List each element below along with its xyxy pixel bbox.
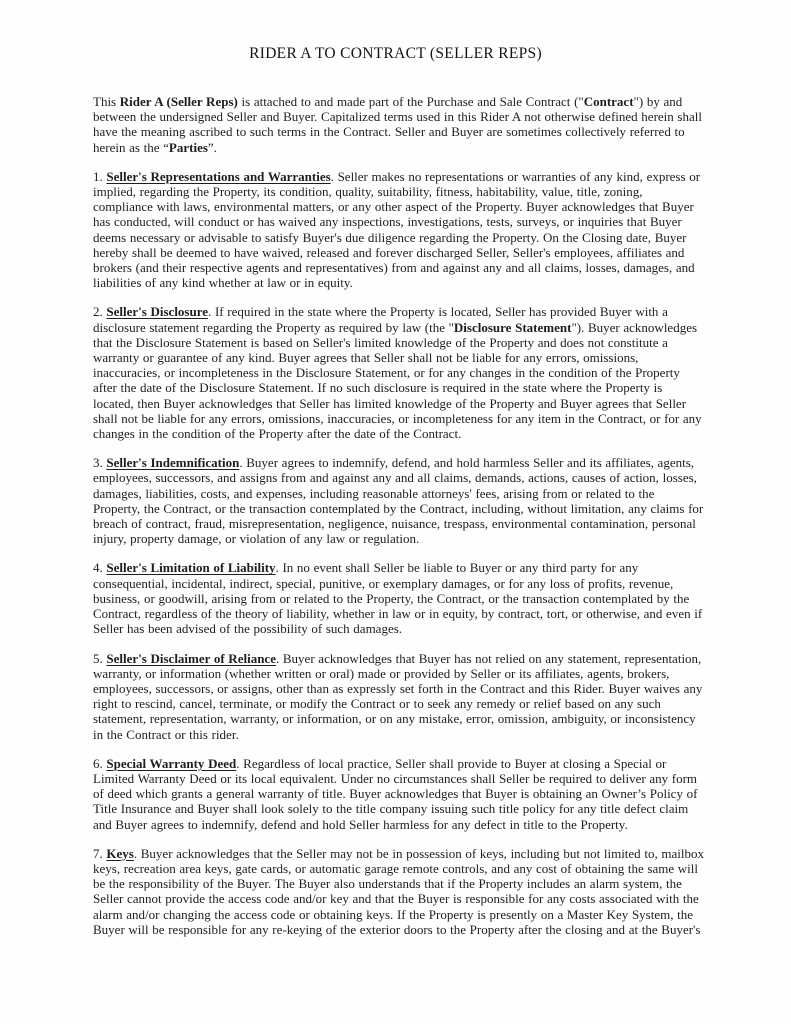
section-heading-period: .	[330, 168, 334, 184]
text-segment: Regardless of local practice, Seller shall provide to Buyer at closing a Special or Limited Warranty Deed or its local equivalent. Under no circumstances shall Seller be required to deliver any form of deed which grants a general warranty of title. Buyer acknowledges that Buyer is obtaining an Owner’s Policy of Title Insurance and Buyer shall look solely to the title company issuing such title policy for any title defect claim and Buyer agrees to indemnify, defend and hold Seller harmless for any defect in title to the Property.	[93, 755, 698, 832]
text-segment: ”.	[207, 139, 217, 155]
text-segment: ") by and between the undersigned Seller and Buyer. Capitalized terms used in this Rider A not otherwise defined herein shall have the meaning ascribed to such terms in the Contract. Seller and Buyer are sometimes collectively referred to herein as the “	[93, 94, 702, 155]
section-paragraph	[93, 756, 705, 832]
section-paragraph	[93, 846, 705, 937]
section-number: 2.	[93, 304, 103, 320]
section-heading: Seller's Limitation of Liability	[106, 560, 276, 576]
section-number: 3.	[93, 455, 103, 471]
section-number: 4.	[93, 560, 103, 576]
section-heading: Special Warranty Deed	[106, 755, 237, 771]
section-number: 7.	[93, 845, 103, 861]
section-body	[93, 169, 700, 290]
section-heading-period: .	[236, 755, 240, 771]
text-segment: Buyer acknowledges that Buyer has not relied on any statement, representation, warranty, or information (whether written or oral) made or provided by Seller or its affiliates, agents, brokers, employees, successors, or assigns, other than as expressly set forth in the Contract and this Rider. Buyer waives any right to rescind, cancel, terminate, or modify the Contract or to seek any remedy or relief based on any such statement, representation, warranty, or information, or on any mistake, error, omission, ambiguity, or inconsistency in the Contract or this rider.	[93, 650, 703, 742]
section-paragraph	[93, 560, 705, 636]
text-segment: Buyer acknowledges that the Seller may not be in possession of keys, including but not limited to, mailbox keys, recreation area keys, gate cards, or automatic garage remote controls, and any cost of obtaining the same will be the responsibility of the Buyer. The Buyer also understands that if the Property includes an alarm system, the Seller cannot provide the access code and/or key and that the Buyer is responsible for any costs associated with the alarm and/or changing the access code or obtaining keys. If the Property is presently on a Master Key System, the Buyer will be responsible for any re-keying of the exterior doors to the Property after the closing and at the Buyer's	[93, 845, 704, 937]
section-paragraph	[93, 455, 705, 546]
bold-text-segment: Rider A (Seller Reps)	[119, 94, 238, 109]
section-number: 1.	[93, 168, 103, 184]
text-segment: This	[93, 94, 120, 109]
section-heading-period: .	[133, 845, 138, 861]
section-heading: Seller's Representations and Warranties	[106, 168, 331, 184]
text-segment: "). Buyer acknowledges that the Disclosure Statement is based on Seller's limited knowledge of the Property and does not constitute a warranty or guarantee of any kind. Buyer agrees that Seller shall not be liable for any errors, omissions, inaccuracies, or incompleteness in the Disclosure Statement, or for any changes in the condition of the Property after the date of the Disclosure Statement. If no such disclosure is required in the state where the Property is located, then Buyer acknowledges that Seller has limited knowledge of the Property and Buyer agrees that Seller shall not be liable for any errors, omissions, inaccuracies, or incompleteness for any item in the Contract, or for any changes in the condition of the Property after the date of the Contract.	[93, 319, 702, 442]
text-segment: If required in the state where the Property is located, Seller has provided Buyer with a disclosure statement regarding the Property as required by law (the "	[93, 304, 668, 335]
section-heading: Seller's Disclaimer of Reliance	[106, 650, 276, 666]
section-heading: Seller's Disclosure	[106, 304, 209, 320]
text-segment: In no event shall Seller be liable to Buyer or any third party for any consequential, incidental, indirect, special, punitive, or exemplary damages, or for any loss of profits, revenue, business, or goodwill, arising from or related to the Property, the Contract, or the transaction contemplated by the Contract, regardless of the theory of liability, whether in law or in equity, by contract, tort, or otherwise, and even if Seller has been advised of the possibility of such damages.	[93, 560, 703, 637]
section-number: 6.	[93, 755, 103, 771]
section-body	[93, 304, 702, 441]
sections-container	[93, 169, 705, 937]
bold-text-segment: Contract	[583, 94, 634, 109]
section-heading-period: .	[208, 304, 212, 320]
section-heading: Seller's Indemnification	[106, 455, 240, 471]
section-heading-period: .	[275, 650, 280, 666]
bold-text-segment: Parties	[168, 139, 208, 155]
section-heading-period: .	[275, 560, 279, 576]
intro-paragraph	[93, 94, 705, 155]
section-body	[93, 846, 704, 937]
section-number: 5.	[93, 650, 103, 666]
section-heading-period: .	[239, 455, 243, 471]
bold-text-segment: Disclosure Statement	[453, 319, 572, 335]
document-title: RIDER A TO CONTRACT (SELLER REPS)	[249, 45, 542, 62]
text-segment: Seller makes no representations or warranties of any kind, express or implied, regarding the Property, its condition, quality, suitability, fitness, habitability, value, title, zoning, compliance with laws, environmental matters, or any other aspect of the Property. Buyer acknowledges that Buyer has conducted, will conduct or has waived any inspections, investigations, tests, surveys, or inquiries that Buyer deems necessary or advisable to satisfy Buyer's due diligence regarding the Property. On the Closing date, Buyer hereby shall be deemed to have waived, released and forever discharged Seller, Seller's employees, affiliates and brokers (and their respective agents and representatives) from and against any and all claims, losses, damages, and liabilities of any kind whether at law or in equity.	[93, 168, 701, 291]
text-segment: is attached to and made part of the Purchase and Sale Contract ("	[237, 94, 584, 109]
document-content	[93, 94, 705, 937]
section-paragraph	[93, 651, 705, 742]
section-paragraph	[93, 169, 705, 291]
text-segment: Buyer agrees to indemnify, defend, and hold harmless Seller and its affiliates, agents, employees, successors, and assigns from and against any and all claims, demands, actions, causes of action, losses, damages, liabilities, costs, and expenses, including reasonable attorneys' fees, arising from or related to the Property, the Contract, or the transaction contemplated by the Contract, including, without limitation, any claims for breach of contract, fraud, misrepresentation, negligence, nuisance, trespass, environmental contamination, personal injury, property damage, or violation of any law or regulation.	[93, 455, 704, 547]
section-heading: Keys	[106, 845, 134, 861]
section-paragraph	[93, 304, 705, 441]
